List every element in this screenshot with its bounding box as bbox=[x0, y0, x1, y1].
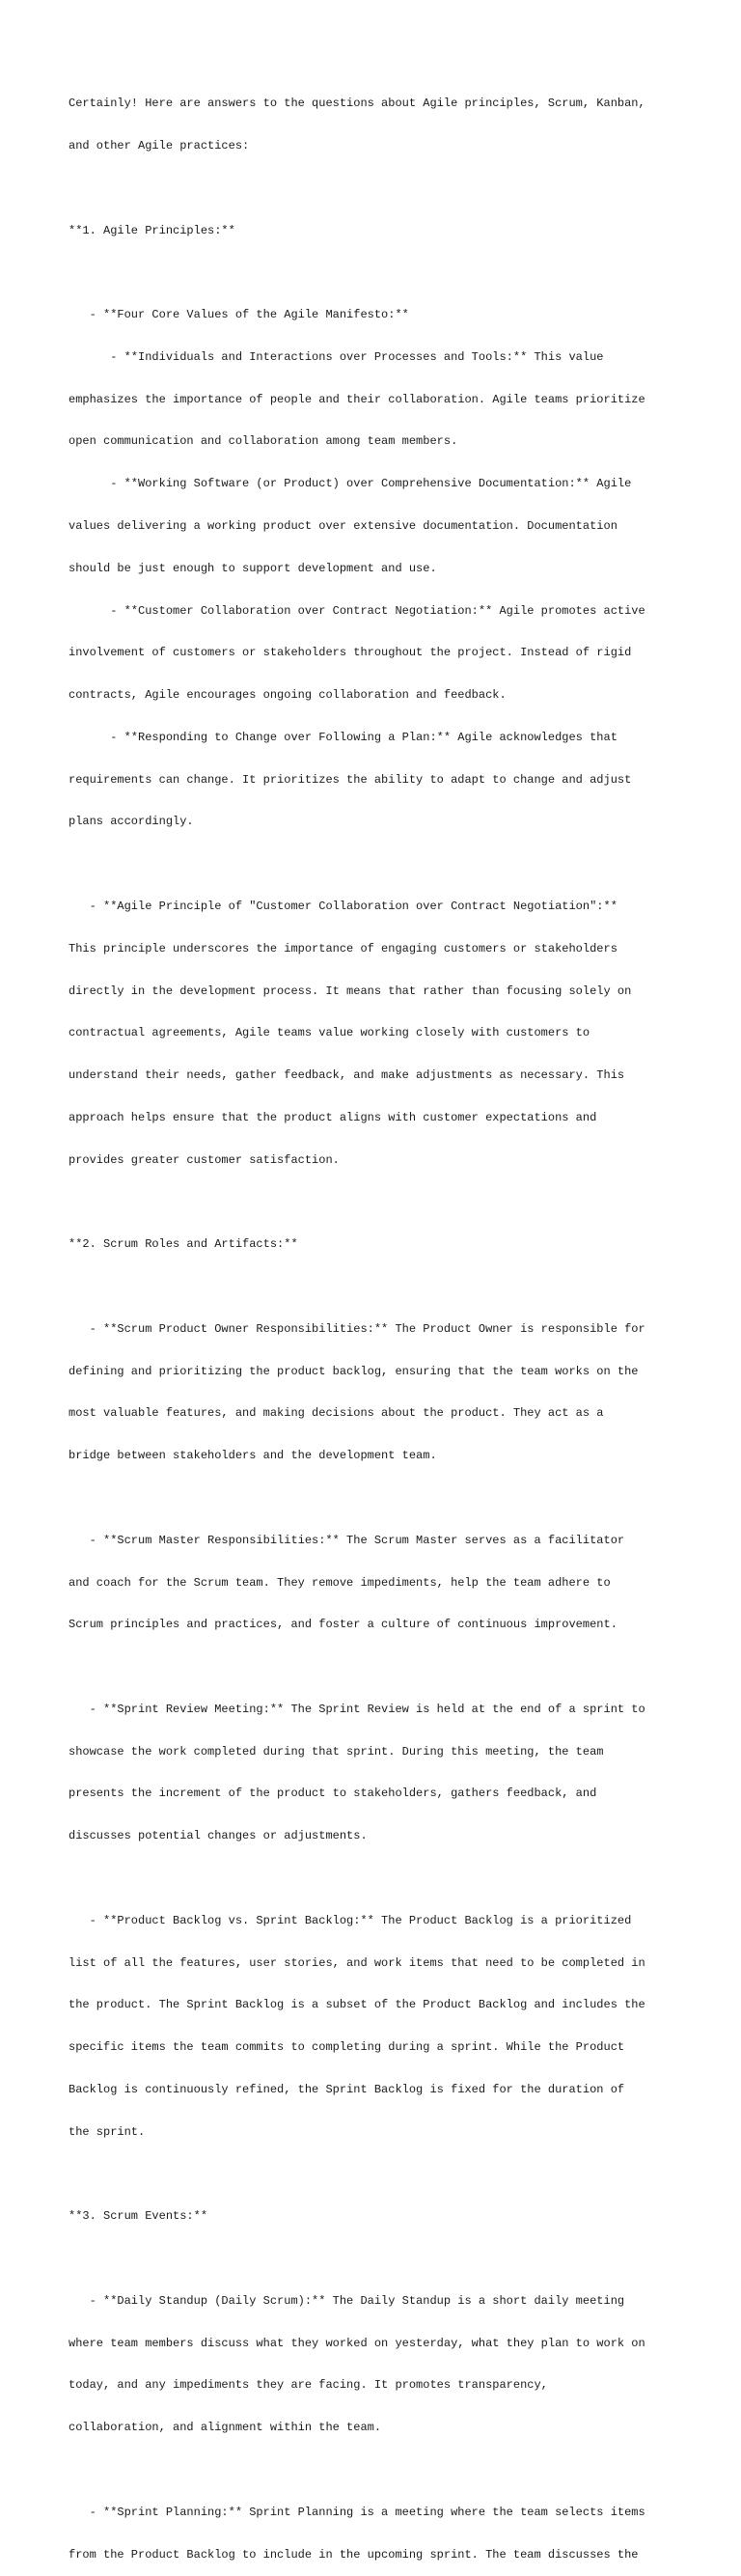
list-item: - **Scrum Product Owner Responsibilities:** The Product Owner is responsible for bbox=[69, 1321, 645, 1336]
text-line: approach helps ensure that the product aligns with customer expectations and bbox=[69, 1110, 597, 1124]
blank-line bbox=[69, 181, 686, 196]
list-item: - **Sprint Review Meeting:** The Sprint Review is held at the end of a sprint to bbox=[69, 1702, 645, 1716]
list-item: - **Customer Collaboration over Contract Negotiation:** Agile promotes active bbox=[69, 603, 645, 618]
text-line: This principle underscores the importance of engaging customers or stakeholders bbox=[69, 941, 618, 956]
text-line: contractual agreements, Agile teams value working closely with customers to bbox=[69, 1026, 590, 1040]
list-item: - **Four Core Values of the Agile Manifesto:** bbox=[69, 308, 409, 322]
text-line: the sprint. bbox=[69, 2124, 146, 2139]
text-line: should be just enough to support development and use. bbox=[69, 561, 437, 575]
blank-line bbox=[69, 1660, 686, 1675]
text-line: and coach for the Scrum team. They remove impediments, help the team adhere to bbox=[69, 1575, 611, 1590]
blank-line bbox=[69, 1871, 686, 1886]
list-item: - **Working Software (or Product) over Comprehensive Documentation:** Agile bbox=[69, 477, 632, 491]
blank-line bbox=[69, 1491, 686, 1506]
text-line: from the Product Backlog to include in the upcoming sprint. The team discusses the bbox=[69, 2547, 639, 2562]
text-line: open communication and collaboration among team members. bbox=[69, 434, 458, 449]
text-line: showcase the work completed during that sprint. During this meeting, the team bbox=[69, 1744, 604, 1759]
blank-line bbox=[69, 1196, 686, 1210]
text-line: Scrum principles and practices, and foster a culture of continuous improvement. bbox=[69, 1618, 618, 1632]
section-heading: **2. Scrum Roles and Artifacts:** bbox=[69, 1237, 298, 1252]
text-line: collaboration, and alignment within the team. bbox=[69, 2421, 382, 2435]
list-item: - **Product Backlog vs. Sprint Backlog:** The Product Backlog is a prioritized bbox=[69, 1913, 632, 1927]
text-line: contracts, Agile encourages ongoing collaboration and feedback. bbox=[69, 688, 507, 703]
list-item: - **Sprint Planning:** Sprint Planning is a meeting where the team selects items bbox=[69, 2505, 645, 2519]
section-heading: **3. Scrum Events:** bbox=[69, 2209, 208, 2224]
text-line: provides greater customer satisfaction. bbox=[69, 1152, 340, 1167]
document-page bbox=[69, 69, 686, 2576]
text-line: emphasizes the importance of people and their collaboration. Agile teams prioritize bbox=[69, 392, 645, 406]
text-line: discusses potential changes or adjustments. bbox=[69, 1829, 368, 1843]
blank-line bbox=[69, 2252, 686, 2266]
text-line: directly in the development process. It means that rather than focusing solely on bbox=[69, 983, 632, 998]
blank-line bbox=[69, 1280, 686, 1294]
text-line: requirements can change. It prioritizes the ability to adapt to change and adjust bbox=[69, 772, 632, 787]
text-line: Backlog is continuously refined, the Sprint Backlog is fixed for the duration of bbox=[69, 2082, 625, 2096]
list-item: - **Individuals and Interactions over Processes and Tools:** This value bbox=[69, 349, 604, 364]
text-line: defining and prioritizing the product backlog, ensuring that the team works on the bbox=[69, 1364, 639, 1378]
list-item: - **Scrum Master Responsibilities:** The Scrum Master serves as a facilitator bbox=[69, 1533, 625, 1547]
list-item: - **Responding to Change over Following a Plan:** Agile acknowledges that bbox=[69, 730, 618, 744]
text-line: where team members discuss what they worked on yesterday, what they plan to work on bbox=[69, 2336, 645, 2350]
blank-line bbox=[69, 265, 686, 280]
text-line: specific items the team commits to completing during a sprint. While the Product bbox=[69, 2040, 625, 2055]
blank-line bbox=[69, 2463, 686, 2478]
text-line: the product. The Sprint Backlog is a subset of the Product Backlog and includes the bbox=[69, 1998, 645, 2012]
list-item: - **Agile Principle of "Customer Collaboration over Contract Negotiation":** bbox=[69, 900, 618, 914]
text-line: involvement of customers or stakeholders throughout the project. Instead of rigid bbox=[69, 646, 632, 660]
text-line: and other Agile practices: bbox=[69, 138, 250, 152]
text-line: Certainly! Here are answers to the questions about Agile principles, Scrum, Kanban, bbox=[69, 97, 645, 111]
text-line: list of all the features, user stories, and work items that need to be completed in bbox=[69, 1955, 645, 1970]
text-line: understand their needs, gather feedback, and make adjustments as necessary. This bbox=[69, 1068, 625, 1083]
blank-line bbox=[69, 857, 686, 872]
text-line: bridge between stakeholders and the development team. bbox=[69, 1449, 437, 1463]
section-heading: **1. Agile Principles:** bbox=[69, 223, 235, 237]
text-line: presents the increment of the product to stakeholders, gathers feedback, and bbox=[69, 1787, 597, 1801]
text-line: today, and any impediments they are facing. It promotes transparency, bbox=[69, 2378, 548, 2393]
text-line: values delivering a working product over extensive documentation. Documentation bbox=[69, 519, 618, 533]
blank-line bbox=[69, 2167, 686, 2181]
text-line: most valuable features, and making decisions about the product. They act as a bbox=[69, 1406, 604, 1421]
list-item: - **Daily Standup (Daily Scrum):** The Daily Standup is a short daily meeting bbox=[69, 2293, 625, 2308]
text-line: plans accordingly. bbox=[69, 815, 194, 829]
